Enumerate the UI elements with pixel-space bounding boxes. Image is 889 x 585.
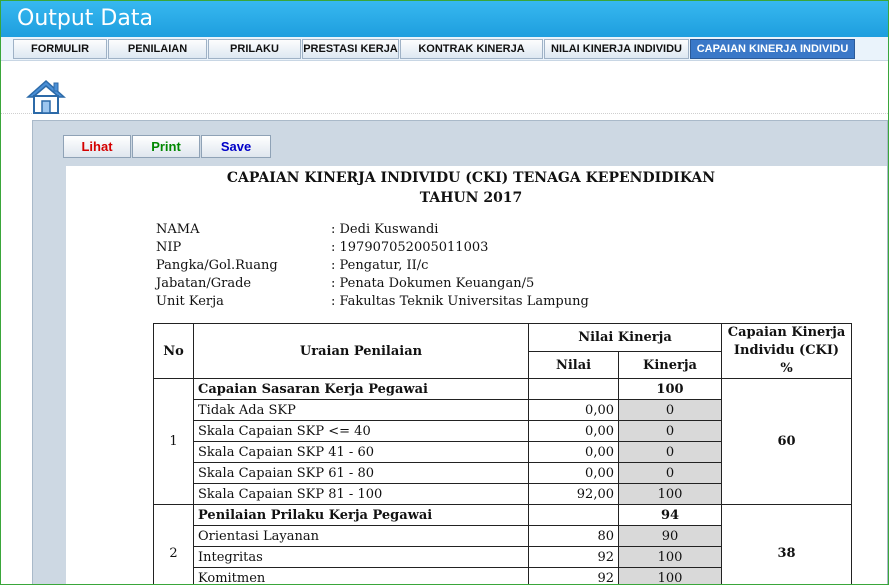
report-title: CAPAIAN KINERJA INDIVIDU (CKI) TENAGA KEPENDIDIKAN bbox=[226, 170, 716, 186]
report-year: TAHUN 2017 bbox=[419, 190, 523, 206]
cell-uraian: Skala Capaian SKP 61 - 80 bbox=[194, 463, 529, 484]
cell-uraian: Skala Capaian SKP 41 - 60 bbox=[194, 442, 529, 463]
save-button[interactable]: Save bbox=[201, 135, 271, 158]
cell-nilai: 80 bbox=[529, 526, 619, 547]
header-uraian: Uraian Penilaian bbox=[194, 324, 529, 379]
header-no: No bbox=[154, 324, 194, 379]
cell-uraian: Tidak Ada SKP bbox=[194, 400, 529, 421]
section-number: 1 bbox=[154, 379, 194, 505]
info-label: Jabatan/Grade bbox=[156, 276, 252, 291]
report-panel bbox=[32, 120, 888, 585]
home-icon[interactable] bbox=[26, 79, 66, 115]
tab-penilaian[interactable]: PENILAIAN bbox=[108, 39, 207, 59]
section-cki: 60 bbox=[722, 379, 852, 505]
cell-nilai: 0,00 bbox=[529, 463, 619, 484]
tab-capaian-kinerja-individu[interactable]: CAPAIAN KINERJA INDIVIDU bbox=[690, 39, 855, 59]
tab-bar bbox=[1, 37, 888, 61]
cell-nilai: 92,00 bbox=[529, 484, 619, 505]
tab-prilaku[interactable]: PRILAKU bbox=[208, 39, 301, 59]
cell-uraian: Skala Capaian SKP <= 40 bbox=[194, 421, 529, 442]
cell-kinerja: 0 bbox=[619, 421, 722, 442]
window-title: Output Data bbox=[17, 6, 153, 31]
section-number: 2 bbox=[154, 505, 194, 585]
info-label: Unit Kerja bbox=[156, 294, 224, 309]
toolstrip bbox=[1, 62, 888, 114]
report-sheet bbox=[66, 166, 887, 585]
cell-nilai: 92 bbox=[529, 568, 619, 585]
cell-kinerja: 0 bbox=[619, 442, 722, 463]
info-label: Pangka/Gol.Ruang bbox=[156, 258, 278, 273]
cell-uraian: Komitmen bbox=[194, 568, 529, 585]
cell-nilai bbox=[529, 505, 619, 526]
info-row-jabatan bbox=[156, 275, 716, 293]
cell-nilai: 0,00 bbox=[529, 400, 619, 421]
header-kinerja: Kinerja bbox=[619, 352, 722, 379]
cki-table bbox=[153, 323, 852, 585]
cell-uraian: Skala Capaian SKP 81 - 100 bbox=[194, 484, 529, 505]
section-kinerja: 94 bbox=[619, 505, 722, 526]
section-title: Capaian Sasaran Kerja Pegawai bbox=[194, 379, 529, 400]
cell-uraian: Orientasi Layanan bbox=[194, 526, 529, 547]
lihat-button[interactable]: Lihat bbox=[63, 135, 131, 158]
employee-info bbox=[156, 221, 716, 311]
header-capaian: Capaian Kinerja Individu (CKI) % bbox=[722, 324, 852, 379]
cell-uraian: Integritas bbox=[194, 547, 529, 568]
table-row bbox=[154, 379, 852, 400]
info-value: : Fakultas Teknik Universitas Lampung bbox=[331, 294, 589, 309]
cell-kinerja: 100 bbox=[619, 484, 722, 505]
section-title: Penilaian Prilaku Kerja Pegawai bbox=[194, 505, 529, 526]
table-header-row bbox=[154, 324, 852, 352]
cell-kinerja: 100 bbox=[619, 547, 722, 568]
tab-formulir[interactable]: FORMULIR bbox=[13, 39, 107, 59]
cell-nilai: 0,00 bbox=[529, 421, 619, 442]
info-value: : 197907052005011003 bbox=[331, 240, 489, 255]
tab-nilai-kinerja-individu[interactable]: NILAI KINERJA INDIVIDU bbox=[544, 39, 689, 59]
cell-kinerja: 100 bbox=[619, 568, 722, 585]
header-nilai-kinerja: Nilai Kinerja bbox=[529, 324, 722, 352]
info-value: : Dedi Kuswandi bbox=[331, 222, 439, 237]
cell-nilai bbox=[529, 379, 619, 400]
table-row bbox=[154, 505, 852, 526]
cell-nilai: 92 bbox=[529, 547, 619, 568]
cell-kinerja: 0 bbox=[619, 400, 722, 421]
info-value: : Penata Dokumen Keuangan/5 bbox=[331, 276, 535, 291]
info-row-nip bbox=[156, 239, 716, 257]
section-cki: 38 bbox=[722, 505, 852, 585]
info-row-unit-kerja bbox=[156, 293, 716, 311]
header-nilai: Nilai bbox=[529, 352, 619, 379]
info-label: NAMA bbox=[156, 222, 200, 237]
print-button[interactable]: Print bbox=[132, 135, 200, 158]
cell-kinerja: 0 bbox=[619, 463, 722, 484]
cell-kinerja: 90 bbox=[619, 526, 722, 547]
info-value: : Pengatur, II/c bbox=[331, 258, 429, 273]
section-kinerja: 100 bbox=[619, 379, 722, 400]
info-row-nama bbox=[156, 221, 716, 239]
cell-nilai: 0,00 bbox=[529, 442, 619, 463]
info-row-pangkat bbox=[156, 257, 716, 275]
title-bar bbox=[1, 1, 888, 37]
tab-prestasi-kerja[interactable]: PRESTASI KERJA bbox=[302, 39, 399, 59]
tab-kontrak-kinerja[interactable]: KONTRAK KINERJA bbox=[400, 39, 543, 59]
info-label: NIP bbox=[156, 240, 182, 255]
